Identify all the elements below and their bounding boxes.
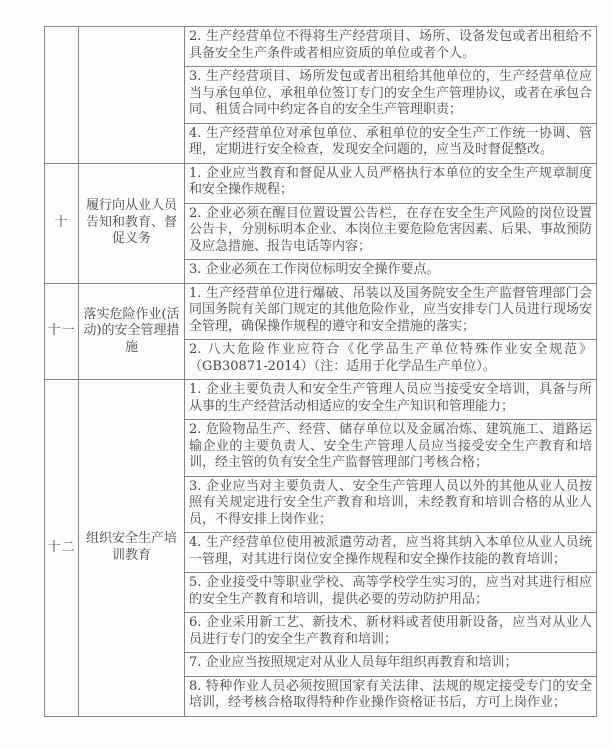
item-cell: 6. 企业采用新工艺、新技术、新材料或者使用新设备，应当对从业人员进行专门的安全生产教育和培训；	[185, 613, 597, 653]
table-row	[45, 380, 597, 420]
item-cell: 2. 危险物品生产、经营、储存单位以及金属冶炼、建筑施工、道路运输企业的主要负责人、安全生产管理人员应当接受安全生产教育和培训，经主管的负有安全生产监督管理部门考核合格；	[185, 420, 597, 477]
item-cell: 1. 企业主要负责人和安全生产管理人员应当接受安全培训，具备与所从事的生产经营活动相适应的安全生产知识和管理能力；	[185, 380, 597, 420]
item-cell: 7. 企业应当按照规定对从业人员每年组织再教育和培训；	[185, 653, 597, 677]
table-row	[45, 283, 597, 340]
item-cell: 5. 企业接受中等职业学校、高等学校学生实习的，应当对其进行相应的安全生产教育和培训，提供必要的劳动防护用品；	[185, 573, 597, 613]
row-number-cell	[45, 27, 79, 164]
item-cell: 2. 生产经营单位不得将生产经营项目、场所、设备发包或者出租给不具备安全生产条件或者相应资质的单位或者个人。	[185, 27, 597, 67]
row-number-cell: 十一	[45, 283, 79, 380]
item-cell: 4. 生产经营单位对承包单位、承租单位的安全生产工作统一协调、管理，定期进行安全检查，发现安全问题的，应当及时督促整改。	[185, 123, 597, 163]
duty-cell	[79, 27, 185, 164]
table-row	[45, 163, 597, 203]
item-cell: 1. 企业应当教育和督促从业人员严格执行本单位的安全生产规章制度和安全操作规程；	[185, 163, 597, 203]
duty-cell: 履行向从业人员告知和教育、督促义务	[79, 163, 185, 283]
duty-cell: 落实危险作业(活动)的安全管理措施	[79, 283, 185, 380]
duty-cell: 组织安全生产培训教育	[79, 380, 185, 717]
item-cell: 2. 企业必须在醒目位置设置公告栏，在存在安全生产风险的岗位设置公告卡，分别标明本企业、本岗位主要危险危害因素、后果、事故预防及应急措施、报告电话等内容；	[185, 203, 597, 260]
table-row	[45, 27, 597, 67]
item-cell: 3. 企业应当对主要负责人、安全生产管理人员以外的其他从业人员按照有关规定进行安全生产教育和培训，未经教育和培训合格的从业人员，不得安排上岗作业；	[185, 476, 597, 533]
item-cell: 1. 生产经营单位进行爆破、吊装以及国务院安全生产监督管理部门会同国务院有关部门规定的其他危险作业，应当安排专门人员进行现场安全管理，确保操作规程的遵守和安全措施的落实；	[185, 283, 597, 340]
item-cell: 2. 八大危险作业应符合《化学品生产单位特殊作业安全规范》（GB30871-2014）（注：适用于化学品生产单位）。	[185, 340, 597, 380]
item-cell: 8. 特种作业人员必须按照国家有关法律、法规的规定接受专门的安全培训，经考核合格取得特种作业操作资格证书后，方可上岗作业；	[185, 676, 597, 716]
safety-duty-table	[44, 26, 597, 717]
item-cell: 4. 生产经营单位使用被派遣劳动者，应当将其纳入本单位从业人员统一管理，对其进行岗位安全操作规程和安全操作技能的教育培训；	[185, 533, 597, 573]
row-number-cell: 十	[45, 163, 79, 283]
row-number-cell: 十二	[45, 380, 79, 717]
item-cell: 3. 企业必须在工作岗位标明安全操作要点。	[185, 260, 597, 284]
item-cell: 3. 生产经营项目、场所发包或者出租给其他单位的，生产经营单位应当与承包单位、承租单位签订专门的安全生产管理协议，或者在承包合同、租赁合同中约定各自的安全生产管理职责；	[185, 67, 597, 124]
